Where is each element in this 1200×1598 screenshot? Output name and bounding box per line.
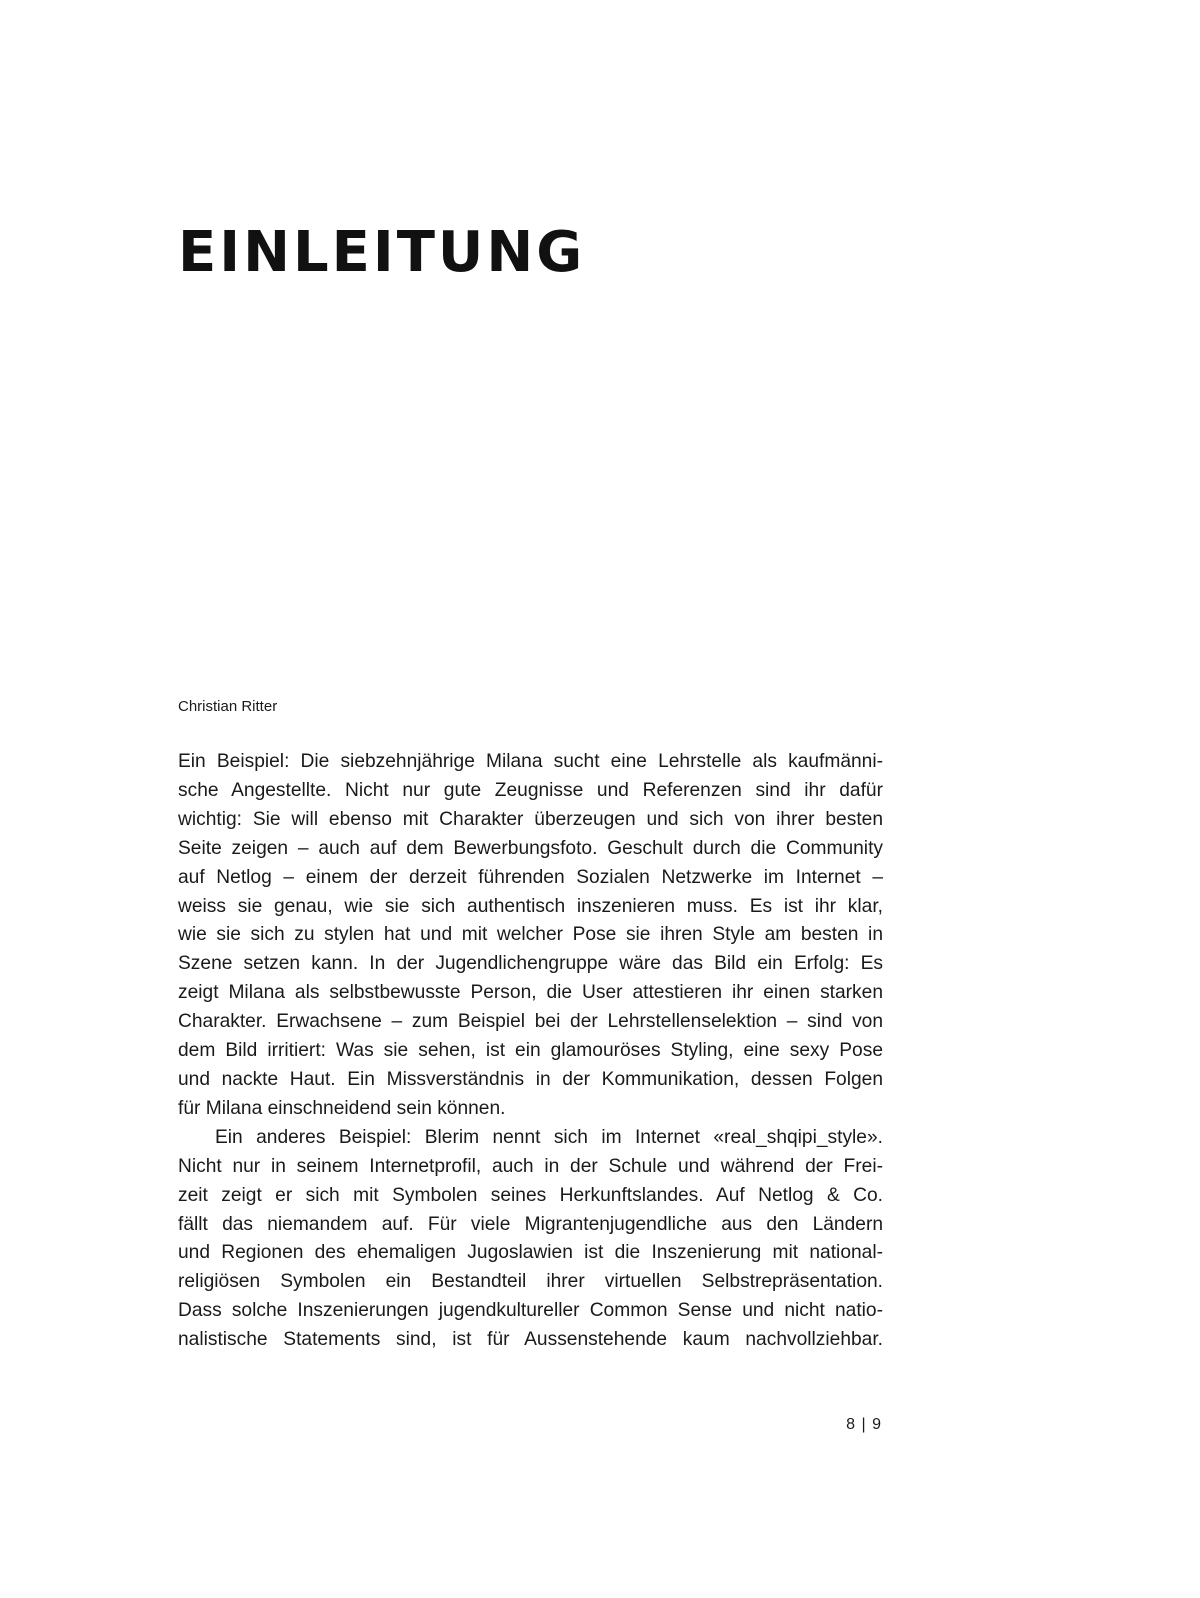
text-line: weiss sie genau, wie sie sich authentisch inszenieren muss. Es ist ihr klar, [178, 895, 883, 917]
text-line: zeigt Milana als selbstbewusste Person, die User attestieren ihr einen starken [178, 982, 883, 1004]
text-line: religiösen Symbolen ein Bestandteil ihrer virtuellen Selbstrepräsentation. [178, 1271, 883, 1293]
text-line: dem Bild irritiert: Was sie sehen, ist ein glamouröses Styling, eine sexy Pose [178, 1040, 883, 1062]
text-line: Ein Beispiel: Die siebzehnjährige Milana sucht eine Lehrstelle als kaufmänni- [178, 751, 883, 772]
text-line: fällt das niemandem auf. Für viele Migrantenjugendliche aus den Ländern [178, 1213, 883, 1235]
text-line: auf Netlog – einem der derzeit führenden Sozialen Netzwerke im Internet – [178, 866, 883, 888]
text-line: und Regionen des ehemaligen Jugoslawien ist die Inszenierung mit national- [178, 1242, 883, 1264]
paragraph-1 [178, 748, 883, 1124]
text-line: Seite zeigen – auch auf dem Bewerbungsfoto. Geschult durch die Community [178, 837, 883, 859]
text-line: für Milana einschneidend sein können. [178, 1097, 506, 1119]
text-line: sche Angestellte. Nicht nur gute Zeugnisse und Referenzen sind ihr dafür [178, 779, 883, 801]
page-title: EINLEITUNG [178, 220, 586, 285]
text-line: nalistische Statements sind, ist für Aussenstehende kaum nachvollziehbar. [178, 1329, 883, 1351]
text-line: wichtig: Sie will ebenso mit Charakter überzeugen und sich von ihrer besten [178, 808, 883, 830]
text-line: Dass solche Inszenierungen jugendkultureller Common Sense und nicht natio- [178, 1300, 883, 1322]
text-line: wie sie sich zu stylen hat und mit welcher Pose sie ihren Style am besten in [178, 924, 883, 946]
page-number: 8 | 9 [846, 1416, 882, 1433]
text-line: Szene setzen kann. In der Jugendlichengruppe wäre das Bild ein Erfolg: Es [178, 953, 883, 975]
author-name: Christian Ritter [178, 698, 278, 715]
paragraph-2 [178, 1124, 883, 1355]
text-line: und nackte Haut. Ein Missverständnis in der Kommunikation, dessen Folgen [178, 1068, 883, 1090]
body-text [178, 748, 883, 1355]
text-line: Charakter. Erwachsene – zum Beispiel bei der Lehrstellenselektion – sind von [178, 1011, 883, 1033]
text-line: Nicht nur in seinem Internetprofil, auch in der Schule und während der Frei- [178, 1155, 883, 1177]
text-line: Ein anderes Beispiel: Blerim nennt sich im Internet «real_shqipi_style». [215, 1126, 883, 1148]
text-line: zeit zeigt er sich mit Symbolen seines Herkunftslandes. Auf Netlog & Co. [178, 1184, 883, 1206]
